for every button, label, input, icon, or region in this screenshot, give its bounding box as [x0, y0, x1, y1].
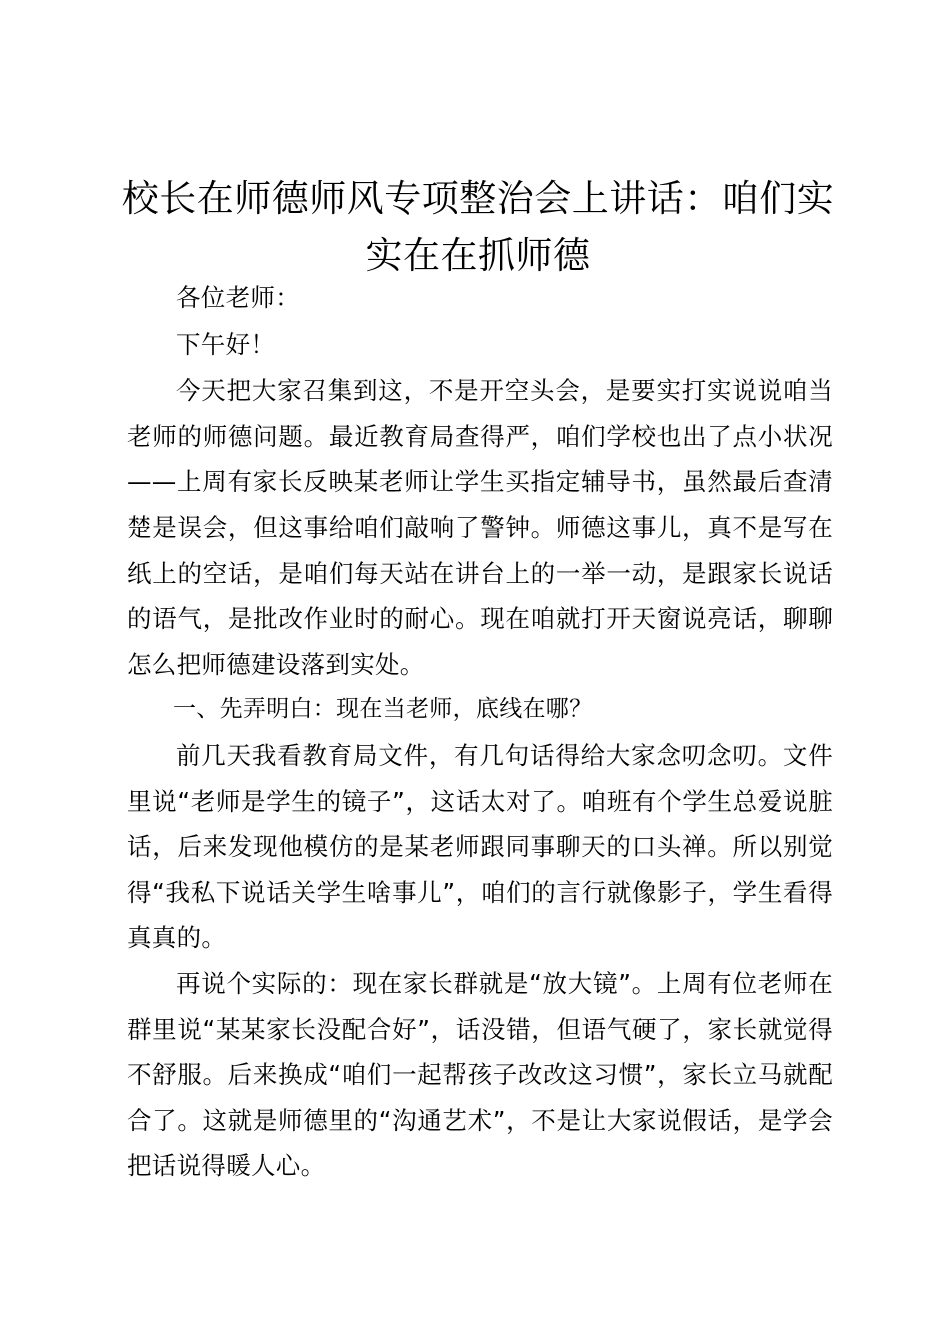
- document-body: [127, 275, 833, 1189]
- greeting: 下午好！: [176, 329, 276, 359]
- salutation: 各位老师：: [176, 283, 300, 312]
- intro-paragraph: 今天把大家召集到这，不是开空头会，是要实打实说说咱当老师的师德问题。最近教育局查得严，咱们学校也出了点小状况——上周有家长反映某老师让学生买指定辅导书，虽然最后查清楚是误会，但这事给咱们敲响了警钟。师德这事儿，真不是写在纸上的空话，是咱们每天站在讲台上的一举一动，是跟家长说话的语气，是批改作业时的耐心。现在咱就打开天窗说亮话，聊聊怎么把师德建设落到实处。: [127, 376, 833, 679]
- section-heading: 一、先弄明白：现在当老师，底线在哪？: [173, 696, 593, 723]
- document-title: 校长在师德师风专项整治会上讲话：咱们实实在在抓师德: [121, 177, 835, 277]
- body-paragraph: 再说个实际的：现在家长群就是“放大镜”。上周有位老师在群里说“某某家长没配合好”，话没错，但语气硬了，家长就觉得不舒服。后来换成“咱们一起帮孩子改改这习惯”，家长立马就配合了。这就是师德里的“沟通艺术”，不是让大家说假话，是学会把话说得暖人心。: [127, 968, 833, 1181]
- body-paragraph: 前几天我看教育局文件，有几句话得给大家念叨念叨。文件里说“老师是学生的镜子”，这话太对了。咱班有个学生总爱说脏话，后来发现他模仿的是某老师跟同事聊天的口头禅。所以别觉得“我私下说话关学生啥事儿”，咱们的言行就像影子，学生看得真真的。: [127, 740, 833, 953]
